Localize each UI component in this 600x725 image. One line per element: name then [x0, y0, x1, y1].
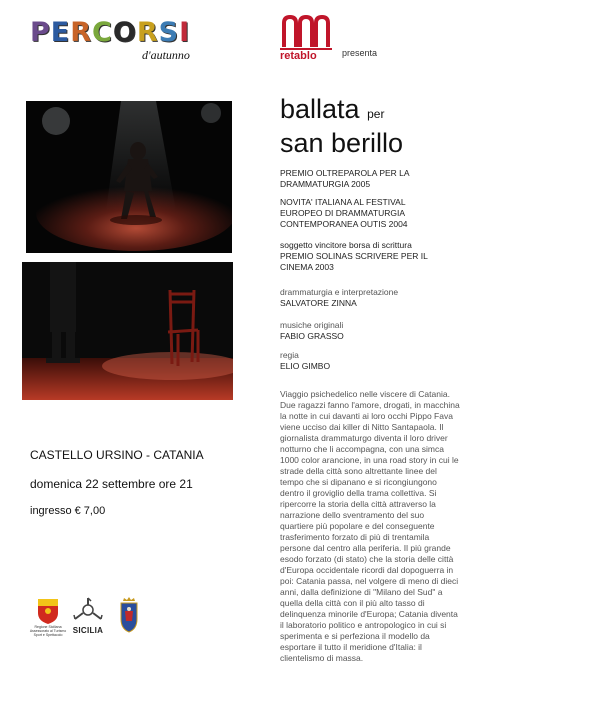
award-oltreparola	[280, 168, 450, 190]
trinacria-icon	[30, 597, 66, 625]
stage-photo-chair	[22, 262, 233, 400]
trinacria-outline-icon	[69, 597, 107, 625]
credit-label: musiche originali	[280, 320, 344, 330]
sicilia-logo	[69, 597, 107, 639]
retablo-mark-icon	[280, 15, 334, 49]
show-title-line1	[280, 94, 384, 129]
award-outis	[280, 197, 450, 230]
synopsis-text: Viaggio psichedelico nelle viscere di Catania. Due ragazzi fanno l'amore, drogati, in macchina la notte in cui davanti ai loro occhi Pippo Fava viene ucciso dai killer di Nitto Santapaola. Il giornalista drammaturgo diventa il loro driver notturno che li accompagna, con una simca 1000 color arancione, in una road story in cui le strade della città sono altrettante linee del tempo che si dipanano e si ricongiungono dentro il groviglio della trama collettiva. Si ripercorre la storia della città attraverso la narrazione dello sventramento del suo quartiere più popolare e del conseguente trasferimento forzato di più di trentamila persone dal centro alla periferia. Il più grande esodo forzato (di stato) che la storia delle città d'Europa occidentale ricordi dal dopoguerra in poi: Catania passa, nel volgere di meno di dieci anni, dalla definizione di "Milano del Sud" a quella della città con il più alto tasso di delinquenza minorile d'Europa; Catania diventa il laboratorio politico e antropologico in cui si sperimenta e si perfeziona il modello da esportare il tutto il meridione d'Italia: il clientelismo di massa.	[280, 389, 460, 663]
venue-name: CASTELLO URSINO - CATANIA	[30, 448, 204, 462]
logo-letter: E	[50, 17, 70, 48]
award-text: PREMIO OLTREPAROLA PER LA DRAMMATURGIA 2005	[280, 168, 410, 189]
logo-letter: R	[136, 17, 158, 48]
retablo-logo	[280, 15, 400, 67]
logo-letter: I	[179, 17, 190, 48]
city-crest-icon	[118, 597, 140, 633]
regione-caption: Regione Siciliana Assessorato al Turismo Sport e Spettacolo	[29, 625, 67, 637]
logo-letter: O	[112, 17, 136, 48]
credit-name: FABIO GRASSO	[280, 331, 344, 341]
percorsi-logo	[30, 18, 220, 66]
award-text: PREMIO SOLINAS SCRIVERE PER IL CINEMA 2003	[280, 251, 428, 272]
event-date: domenica 22 settembre ore 21	[30, 477, 193, 491]
credit-name: SALVATORE ZINNA	[280, 298, 357, 308]
title-per: per	[367, 107, 385, 121]
credit-name: ELIO GIMBO	[280, 361, 331, 371]
logo-letter: C	[92, 17, 112, 48]
stage-photo-performer	[26, 101, 232, 253]
credit-dramaturgy	[280, 287, 450, 309]
credit-label: regia	[280, 350, 299, 360]
logo-letters	[30, 18, 220, 48]
presenta-label: presenta	[342, 48, 378, 58]
award-solinas	[280, 240, 450, 273]
logo-subtitle: d'autunno	[142, 48, 190, 62]
show-title-line2: san berillo	[280, 128, 404, 158]
catania-crest-logo	[118, 597, 140, 633]
sicilia-caption: SICILIA	[72, 626, 104, 635]
logo-letter: S	[158, 17, 179, 48]
credit-direction	[280, 350, 450, 372]
logo-letter: R	[70, 17, 92, 48]
award-label: soggetto vincitore borsa di scrittura	[280, 240, 412, 250]
ticket-price: ingresso € 7,00	[30, 505, 106, 517]
retablo-name: retablo	[280, 48, 332, 62]
award-text: NOVITA' ITALIANA AL FESTIVAL EUROPEO DI DRAMMATURGIA CONTEMPORANEA OUTIS 2004	[280, 197, 408, 229]
credit-label: drammaturgia e interpretazione	[280, 287, 399, 297]
regione-siciliana-logo	[30, 597, 66, 639]
logo-letter: P	[30, 17, 50, 48]
title-ballata: ballata	[280, 94, 360, 124]
credit-music	[280, 320, 450, 342]
